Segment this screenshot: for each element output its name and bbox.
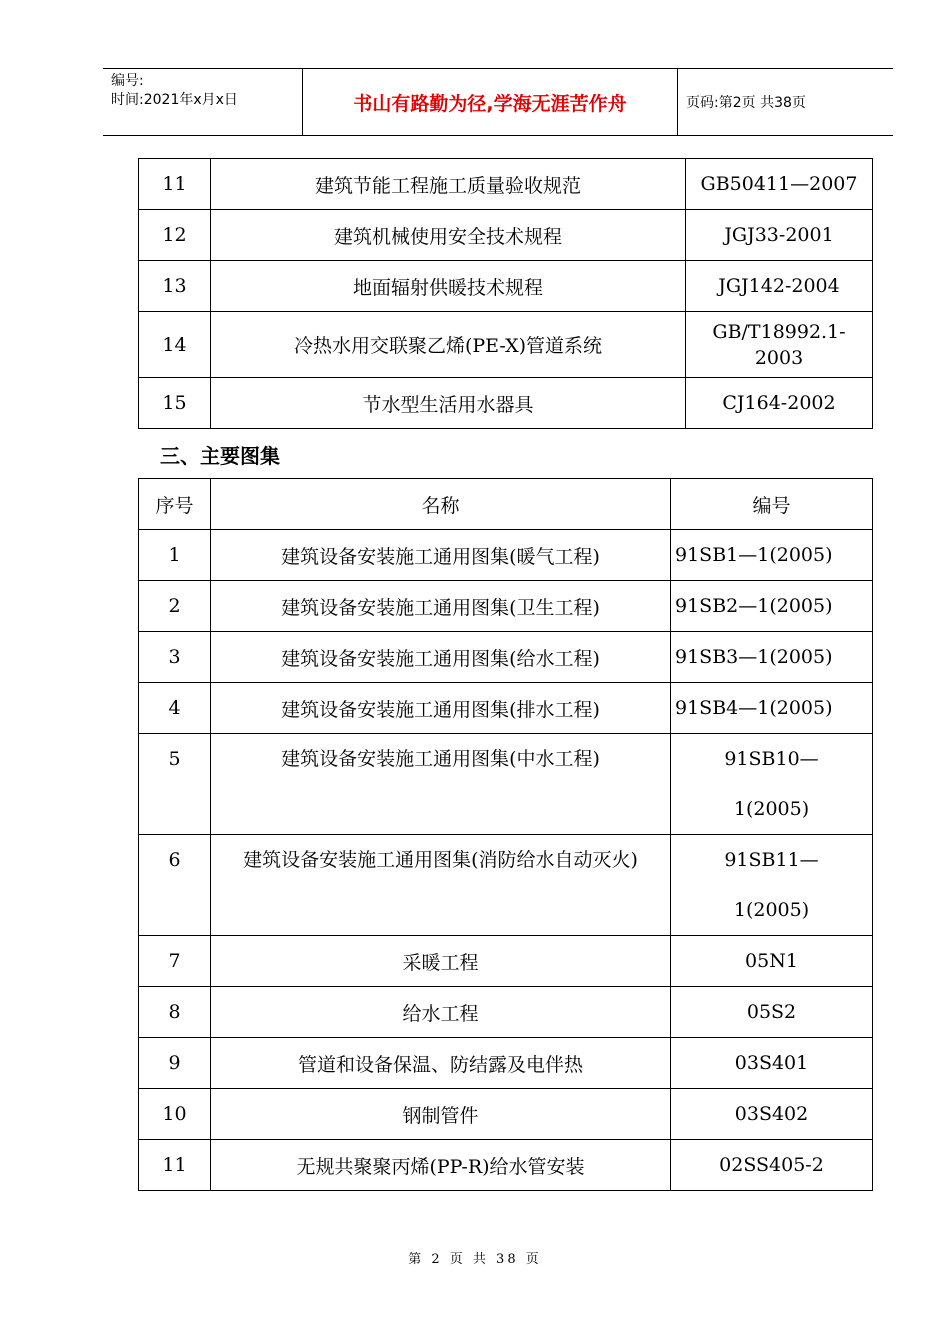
row-number: 5	[139, 734, 211, 835]
row-number: 6	[139, 835, 211, 936]
standard-code: CJ164-2002	[686, 378, 873, 429]
atlas-name: 建筑设备安装施工通用图集(排水工程)	[211, 683, 671, 734]
standard-name: 冷热水用交联聚乙烯(PE-X)管道系统	[211, 312, 686, 378]
row-number: 8	[139, 987, 211, 1038]
atlas-code: 91SB11—1(2005)	[671, 835, 873, 936]
row-number: 12	[139, 210, 211, 261]
row-number: 4	[139, 683, 211, 734]
table-header-row	[139, 479, 873, 530]
table-row	[139, 210, 873, 261]
atlas-code: 05N1	[671, 936, 873, 987]
table-row	[139, 159, 873, 210]
row-number: 2	[139, 581, 211, 632]
table-row	[139, 378, 873, 429]
standard-name: 建筑节能工程施工质量验收规范	[211, 159, 686, 210]
atlas-code: 91SB4—1(2005)	[671, 683, 873, 734]
row-number: 11	[139, 1140, 211, 1191]
table-row	[139, 261, 873, 312]
row-number: 11	[139, 159, 211, 210]
table-row	[139, 734, 873, 835]
header-no: 序号	[139, 479, 211, 530]
atlas-code: 05S2	[671, 987, 873, 1038]
atlas-name: 采暖工程	[211, 936, 671, 987]
header-meta	[103, 69, 303, 135]
table-row	[139, 936, 873, 987]
table-row	[139, 530, 873, 581]
atlas-name: 建筑设备安装施工通用图集(消防给水自动灭火)	[211, 835, 671, 936]
atlas-code: 03S401	[671, 1038, 873, 1089]
header-code: 编号	[671, 479, 873, 530]
standard-code: JGJ142-2004	[686, 261, 873, 312]
table-row	[139, 581, 873, 632]
row-number: 10	[139, 1089, 211, 1140]
page-footer: 第 2 页 共 38 页	[408, 1252, 542, 1267]
standard-code: GB50411—2007	[686, 159, 873, 210]
time-label: 时间:2021年x月x日	[111, 92, 238, 108]
row-number: 7	[139, 936, 211, 987]
atlas-name: 给水工程	[211, 987, 671, 1038]
atlas-name: 建筑设备安装施工通用图集(中水工程)	[211, 734, 671, 835]
atlas-code: 91SB2—1(2005)	[671, 581, 873, 632]
standard-name: 建筑机械使用安全技术规程	[211, 210, 686, 261]
standards-table	[138, 158, 873, 429]
table-row	[139, 632, 873, 683]
standard-name: 节水型生活用水器具	[211, 378, 686, 429]
standard-code: JGJ33-2001	[686, 210, 873, 261]
atlas-name: 无规共聚聚丙烯(PP-R)给水管安装	[211, 1140, 671, 1191]
table-row	[139, 1140, 873, 1191]
atlas-code: 91SB10—1(2005)	[671, 734, 873, 835]
standard-name: 地面辐射供暖技术规程	[211, 261, 686, 312]
page-header	[103, 68, 893, 136]
row-number: 13	[139, 261, 211, 312]
atlas-table	[138, 478, 873, 1191]
table-row	[139, 987, 873, 1038]
header-name: 名称	[211, 479, 671, 530]
header-page-info: 页码:第2页 共38页	[686, 95, 806, 111]
atlas-name: 钢制管件	[211, 1089, 671, 1140]
atlas-name: 建筑设备安装施工通用图集(卫生工程)	[211, 581, 671, 632]
table-row	[139, 312, 873, 378]
atlas-code: 02SS405-2	[671, 1140, 873, 1191]
header-motto: 书山有路勤为径,学海无涯苦作舟	[303, 69, 678, 135]
atlas-code: 03S402	[671, 1089, 873, 1140]
table-row	[139, 1089, 873, 1140]
standard-code: GB/T18992.1-2003	[686, 312, 873, 378]
number-label: 编号:	[111, 73, 144, 89]
row-number: 14	[139, 312, 211, 378]
table-row	[139, 1038, 873, 1089]
atlas-code: 91SB1—1(2005)	[671, 530, 873, 581]
section-title: 三、主要图集	[160, 444, 280, 468]
row-number: 9	[139, 1038, 211, 1089]
atlas-code: 91SB3—1(2005)	[671, 632, 873, 683]
row-number: 15	[139, 378, 211, 429]
table-row	[139, 683, 873, 734]
atlas-name: 建筑设备安装施工通用图集(暖气工程)	[211, 530, 671, 581]
atlas-name: 管道和设备保温、防结露及电伴热	[211, 1038, 671, 1089]
row-number: 1	[139, 530, 211, 581]
atlas-name: 建筑设备安装施工通用图集(给水工程)	[211, 632, 671, 683]
table-row	[139, 835, 873, 936]
row-number: 3	[139, 632, 211, 683]
